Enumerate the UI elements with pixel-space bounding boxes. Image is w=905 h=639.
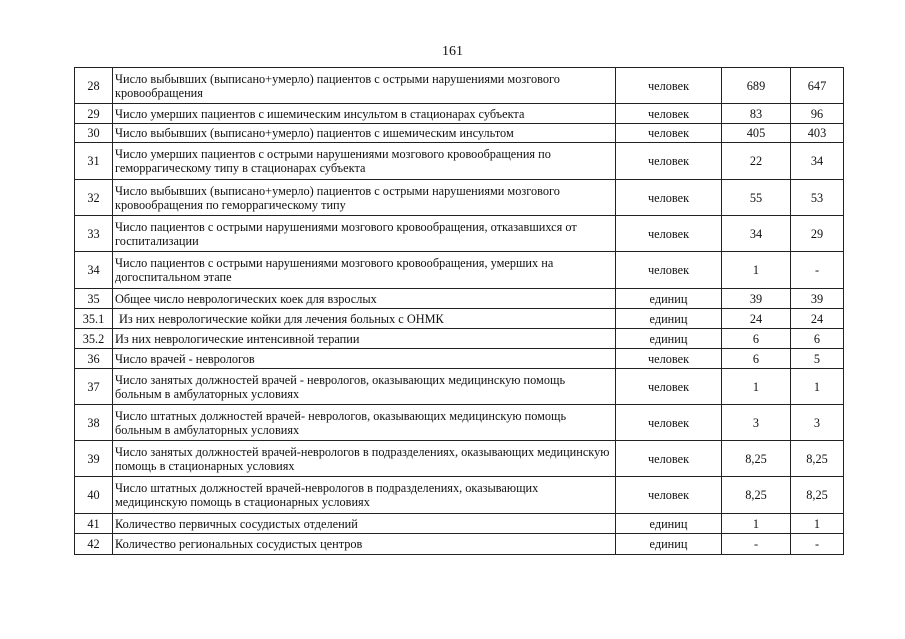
row-number: 35 bbox=[75, 289, 113, 309]
row-value-1: 689 bbox=[722, 68, 791, 104]
row-number: 28 bbox=[75, 68, 113, 104]
statistics-table bbox=[74, 67, 844, 555]
row-unit: человек bbox=[616, 68, 722, 104]
row-description: Количество первичных сосудистых отделений bbox=[113, 514, 616, 534]
row-number: 38 bbox=[75, 405, 113, 441]
row-value-1: 6 bbox=[722, 349, 791, 369]
page-number: 161 bbox=[442, 44, 463, 59]
row-value-1: 39 bbox=[722, 289, 791, 309]
row-value-1: 83 bbox=[722, 104, 791, 124]
table-row bbox=[75, 441, 844, 477]
row-value-2: 1 bbox=[791, 369, 844, 405]
row-unit: человек bbox=[616, 477, 722, 514]
row-unit: человек bbox=[616, 369, 722, 405]
row-value-2: 96 bbox=[791, 104, 844, 124]
row-number: 40 bbox=[75, 477, 113, 514]
row-value-2: 8,25 bbox=[791, 441, 844, 477]
row-number: 30 bbox=[75, 124, 113, 143]
row-value-2: 39 bbox=[791, 289, 844, 309]
row-value-2: 6 bbox=[791, 329, 844, 349]
row-description: Из них неврологические интенсивной терапии bbox=[113, 329, 616, 349]
row-unit: человек bbox=[616, 349, 722, 369]
table-row bbox=[75, 329, 844, 349]
row-description: Число врачей - неврологов bbox=[113, 349, 616, 369]
row-unit: единиц bbox=[616, 534, 722, 555]
row-number: 39 bbox=[75, 441, 113, 477]
row-value-1: 405 bbox=[722, 124, 791, 143]
row-value-1: 8,25 bbox=[722, 441, 791, 477]
row-unit: человек bbox=[616, 124, 722, 143]
row-number: 36 bbox=[75, 349, 113, 369]
row-unit: человек bbox=[616, 252, 722, 289]
row-unit: человек bbox=[616, 143, 722, 180]
row-value-1: 24 bbox=[722, 309, 791, 329]
row-number: 34 bbox=[75, 252, 113, 289]
row-number: 35.1 bbox=[75, 309, 113, 329]
row-value-1: 55 bbox=[722, 180, 791, 216]
row-value-1: 22 bbox=[722, 143, 791, 180]
row-description: Число выбывших (выписано+умерло) пациентов с острыми нарушениями мозгового кровообращения по геморрагическому типу bbox=[113, 180, 616, 216]
row-description: Число занятых должностей врачей-неврологов в подразделениях, оказывающих медицинскую помощь в стационарных условиях bbox=[113, 441, 616, 477]
row-description: Число пациентов с острыми нарушениями мозгового кровообращения, умерших на догоспитальном этапе bbox=[113, 252, 616, 289]
row-number: 33 bbox=[75, 216, 113, 252]
row-description: Число выбывших (выписано+умерло) пациентов с острыми нарушениями мозгового кровообращения bbox=[113, 68, 616, 104]
table-row bbox=[75, 477, 844, 514]
row-unit: человек bbox=[616, 180, 722, 216]
table-row bbox=[75, 124, 844, 143]
row-value-2: - bbox=[791, 534, 844, 555]
row-value-1: 3 bbox=[722, 405, 791, 441]
row-unit: единиц bbox=[616, 309, 722, 329]
row-number: 37 bbox=[75, 369, 113, 405]
row-unit: человек bbox=[616, 441, 722, 477]
row-value-2: 24 bbox=[791, 309, 844, 329]
row-value-2: 29 bbox=[791, 216, 844, 252]
row-description: Число умерших пациентов с острыми нарушениями мозгового кровообращения по геморрагическому типу в стационарах субъекта bbox=[113, 143, 616, 180]
row-description: Число штатных должностей врачей- неврологов, оказывающих медицинскую помощь больным в амбулаторных условиях bbox=[113, 405, 616, 441]
row-value-1: 1 bbox=[722, 252, 791, 289]
row-description: Число умерших пациентов с ишемическим инсультом в стационарах субъекта bbox=[113, 104, 616, 124]
row-number: 32 bbox=[75, 180, 113, 216]
row-description: Общее число неврологических коек для взрослых bbox=[113, 289, 616, 309]
row-value-1: 6 bbox=[722, 329, 791, 349]
row-value-2: 34 bbox=[791, 143, 844, 180]
row-unit: единиц bbox=[616, 514, 722, 534]
table-row bbox=[75, 289, 844, 309]
row-unit: человек bbox=[616, 405, 722, 441]
table-row bbox=[75, 309, 844, 329]
table-row bbox=[75, 369, 844, 405]
table-row bbox=[75, 216, 844, 252]
table-row bbox=[75, 252, 844, 289]
row-value-2: 5 bbox=[791, 349, 844, 369]
row-value-2: 53 bbox=[791, 180, 844, 216]
row-value-2: - bbox=[791, 252, 844, 289]
row-description: Количество региональных сосудистых центров bbox=[113, 534, 616, 555]
row-value-2: 1 bbox=[791, 514, 844, 534]
table-row bbox=[75, 514, 844, 534]
table-row bbox=[75, 68, 844, 104]
row-value-2: 3 bbox=[791, 405, 844, 441]
row-unit: человек bbox=[616, 104, 722, 124]
row-description: Число занятых должностей врачей - неврологов, оказывающих медицинскую помощь больным в амбулаторных условиях bbox=[113, 369, 616, 405]
row-number: 41 bbox=[75, 514, 113, 534]
table-row bbox=[75, 405, 844, 441]
row-description: Из них неврологические койки для лечения больных с ОНМК bbox=[113, 309, 616, 329]
row-value-2: 8,25 bbox=[791, 477, 844, 514]
table-row bbox=[75, 104, 844, 124]
row-number: 29 bbox=[75, 104, 113, 124]
row-description: Число выбывших (выписано+умерло) пациентов с ишемическим инсультом bbox=[113, 124, 616, 143]
row-value-1: 1 bbox=[722, 369, 791, 405]
row-value-2: 647 bbox=[791, 68, 844, 104]
row-number: 31 bbox=[75, 143, 113, 180]
row-description: Число пациентов с острыми нарушениями мозгового кровообращения, отказавшихся от госпитализации bbox=[113, 216, 616, 252]
row-unit: единиц bbox=[616, 329, 722, 349]
row-value-2: 403 bbox=[791, 124, 844, 143]
table-row bbox=[75, 534, 844, 555]
row-description: Число штатных должностей врачей-неврологов в подразделениях, оказывающих медицинскую помощь в стационарных условиях bbox=[113, 477, 616, 514]
row-value-1: 34 bbox=[722, 216, 791, 252]
row-value-1: 1 bbox=[722, 514, 791, 534]
row-value-1: 8,25 bbox=[722, 477, 791, 514]
row-number: 35.2 bbox=[75, 329, 113, 349]
table-row bbox=[75, 180, 844, 216]
table-row bbox=[75, 349, 844, 369]
row-number: 42 bbox=[75, 534, 113, 555]
row-value-1: - bbox=[722, 534, 791, 555]
row-unit: человек bbox=[616, 216, 722, 252]
row-unit: единиц bbox=[616, 289, 722, 309]
table-row bbox=[75, 143, 844, 180]
